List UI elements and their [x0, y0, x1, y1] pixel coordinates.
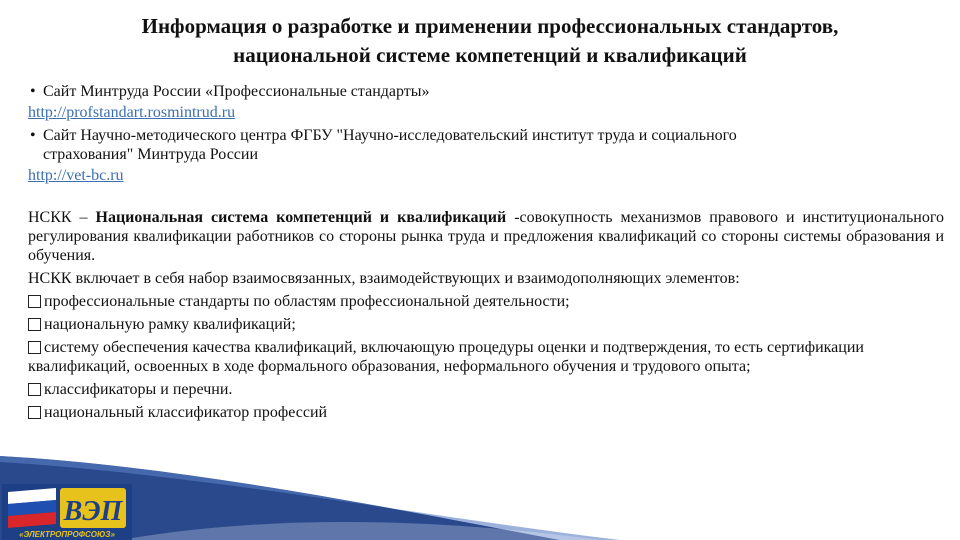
svg-text:ВЭП: ВЭП [63, 496, 123, 527]
electroprofsoyuz-logo [2, 484, 132, 540]
element-text: систему обеспечения качества квалификаций, включающую процедуры оценки и подтверждения, то есть сертификации квалификаций, освоенных в ходе формального образования, неформального обучения и трудового опыта; [28, 339, 864, 375]
element-text: национальный классификатор профессий [44, 404, 328, 421]
checkbox-icon [28, 406, 41, 419]
resource-item [28, 126, 944, 164]
title-line-1: Информация о разработке и применении профессиональных стандартов, [141, 14, 839, 38]
resource-text: Сайт Минтруда России «Профессиональные стандарты» [43, 83, 430, 100]
slide-title [60, 12, 920, 70]
includes-intro: НСКК включает в себя набор взаимосвязанных, взаимодействующих и взаимодополняющих элементов: [28, 270, 740, 287]
svg-text:«ЭЛЕКТРОПРОФСОЮЗ»: «ЭЛЕКТРОПРОФСОЮЗ» [19, 530, 115, 539]
checkbox-icon [28, 383, 41, 396]
spacer [28, 189, 944, 208]
resource-text-cont: страхования" Минтруда России [43, 146, 259, 163]
resource-item [28, 82, 944, 101]
definition-text: -совокупность механизмов правового и институционального регулирования квалификации работников со стороны рынка труда и предложения квалификаций со стороны системы образования и обучения. [28, 209, 944, 264]
element-text: профессиональные стандарты по областям профессиональной деятельности; [44, 293, 570, 310]
definition-prefix: НСКК – [28, 209, 96, 226]
definition-term: Национальная система компетенций и квалификаций [95, 209, 507, 226]
slide-decoration-wave [0, 456, 960, 540]
bullet-icon: • [30, 127, 36, 144]
checkbox-icon [28, 341, 41, 354]
resource-link[interactable]: http://vet-bc.ru [28, 167, 124, 184]
resource-link[interactable]: http://profstandart.rosmintrud.ru [28, 104, 236, 121]
title-line-2: национальной системе компетенций и квалификаций [233, 43, 747, 67]
element-item [28, 403, 944, 422]
element-text: национальную рамку квалификаций; [44, 316, 296, 333]
checkbox-icon [28, 295, 41, 308]
element-item [28, 338, 944, 376]
element-item [28, 315, 944, 334]
slide-body [28, 82, 944, 426]
checkbox-icon [28, 318, 41, 331]
definition-paragraph [28, 208, 944, 265]
resource-text: Сайт Научно-методического центра ФГБУ "Научно-исследовательский институт труда и социального [43, 127, 737, 144]
flag-icon [8, 488, 56, 528]
bullet-icon: • [30, 83, 36, 100]
element-item [28, 380, 944, 399]
element-text: классификаторы и перечни. [44, 381, 233, 398]
element-item [28, 292, 944, 311]
